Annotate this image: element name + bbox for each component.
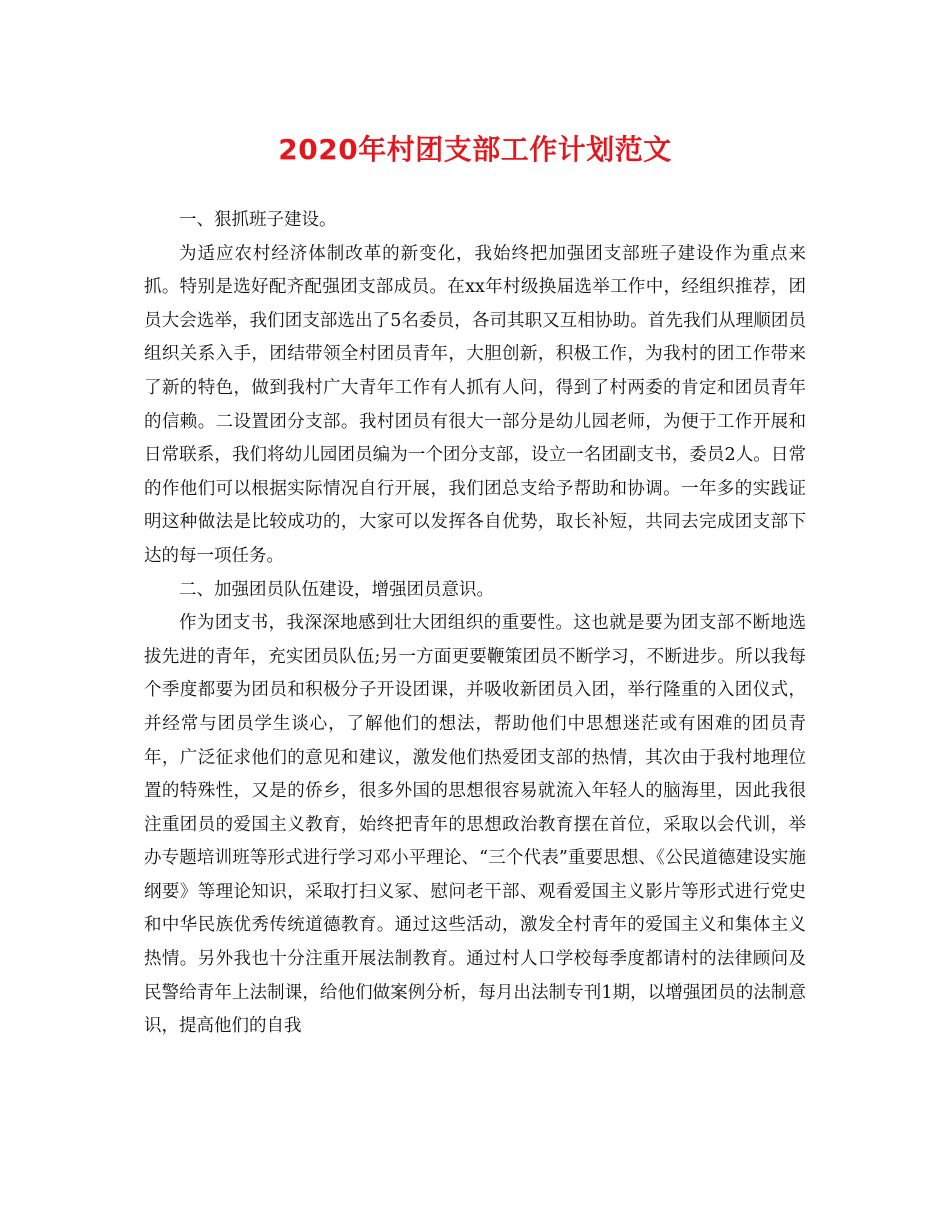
document-body xyxy=(144,204,806,1044)
section-heading-1: 一、狠抓班子建设。 xyxy=(179,210,337,230)
section-heading-2: 二、加强团员队伍建设，增强团员意识。 xyxy=(179,579,494,600)
body-paragraph-1: 为适应农村经济体制改革的新变化，我始终把加强团支部班子建设作为重点来抓。特别是选好配齐配强团支部成员。在xx年村级换届选举工作中，经组织推荐，团员大会选举，我们团支部选出了5名委员，各司其职又互相协助。首先我们从理顺团员组织关系入手，团结带领全村团员青年，大胆创新，积极工作，为我村的团工作带来了新的特色，做到我村广大青年工作有人抓有人问，得到了村两委的肯定和团员青年的信赖。二设置团分支部。我村团员有很大一部分是幼儿园老师，为便于工作开展和日常联系，我们将幼儿园团员编为一个团分支部，设立一名团副支书，委员2人。日常的作他们可以根据实际情况自行开展，我们团总支给予帮助和协调。一年多的实践证明这种做法是比较成功的，大家可以发挥各自优势，取长补短，共同去完成团支部下达的每一项任务。 xyxy=(144,243,806,566)
body-paragraph-2: 作为团支书，我深深地感到壮大团组织的重要性。这也就是要为团支部不断地选拔先进的青年，充实团员队伍;另一方面更要鞭策团员不断学习，不断进步。所以我每个季度都要为团员和积极分子开设团课，并吸收新团员入团，举行隆重的入团仪式，并经常与团员学生谈心，了解他们的想法，帮助他们中思想迷茫或有困难的团员青年，广泛征求他们的意见和建议，激发他们热爱团支部的热情，其次由于我村地理位置的特殊性，又是的侨乡，很多外国的思想很容易就流入年轻人的脑海里，因此我很注重团员的爱国主义教育，始终把青年的思想政治教育摆在首位，采取以会代训，举办专题培训班等形式进行学习邓小平理论、“三个代表”重要思想、《公民道德建设实施纲要》等理论知识，采取打扫义冢、慰问老干部、观看爱国主义影片等形式进行党史和中华民族优秀传统道德教育。通过这些活动，激发全村青年的爱国主义和集体主义热情。另外我也十分注重开展法制教育。通过村人口学校每季度都请村的法律顾问及民警给青年上法制课，给他们做案例分析，每月出法制专刊1期，以增强团员的法制意识，提高他们的自我 xyxy=(144,613,806,1037)
document-title: 2020年村团支部工作计划范文 xyxy=(278,133,672,166)
